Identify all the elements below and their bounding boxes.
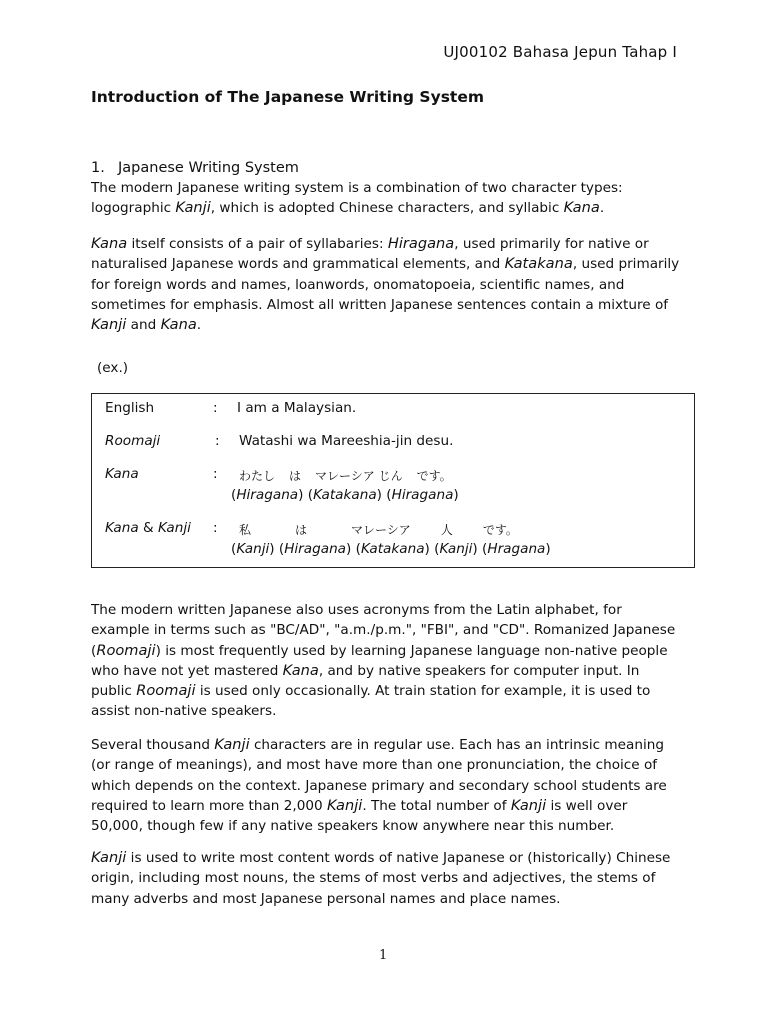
text-run: ) ( (269, 541, 285, 557)
jp-word: マレーシア (315, 469, 375, 483)
example-term: English (105, 400, 155, 416)
term-part: Kanji (157, 520, 191, 536)
jp-word: です。 (416, 469, 452, 483)
jp-word: 人 (440, 523, 453, 537)
page-number: 1 (379, 948, 388, 963)
text-run: ) ( (298, 487, 314, 503)
script-name: Hiragana (391, 487, 454, 503)
example-label: (ex.) (97, 360, 129, 376)
keyword-kana: Kana (563, 199, 600, 217)
text-run: The modern Japanese writing system is a combination of two character types: logographic (91, 180, 623, 217)
text-run: ) is most frequently used by learning Japanese language non-native people who have not yet mastered (91, 642, 668, 679)
script-name: Kanji (236, 541, 270, 557)
text-run: and (126, 317, 161, 334)
text-run: . (196, 317, 202, 334)
paragraph-intro (91, 178, 681, 219)
text-run: . (599, 200, 605, 217)
paragraph-kana (91, 234, 681, 335)
text-run: & (138, 520, 158, 536)
text-run: is used to write most content words of native Japanese or (historically) Chinese origin, including most nouns, the stems of most verbs and adjectives, the stems of many adverbs and most Japanese personal names and place names. (91, 850, 671, 907)
page-header-course: UJ00102 Bahasa Jepun Tahap I (443, 43, 677, 61)
jp-word: じん (378, 469, 403, 483)
jp-word: は (295, 523, 308, 537)
paragraph-kanji-usage (91, 848, 681, 909)
example-term: Kana (105, 466, 139, 482)
keyword-kanji: Kanji (214, 736, 250, 753)
example-colon: : (215, 433, 220, 449)
text-run: is well over 50,000, though few if any native speakers know anywhere near this number. (91, 797, 628, 835)
jp-word: わたし (239, 469, 276, 483)
text-run: is used only occasionally. At train station for example, it is used to assist non-native speakers. (91, 683, 651, 720)
paragraph-kanji-count (91, 735, 681, 836)
keyword-kanji: Kanji (91, 316, 127, 334)
example-scripts (231, 541, 551, 557)
section-title: Japanese Writing System (118, 160, 299, 176)
text-run: ) ( (472, 541, 488, 557)
jp-word: です。 (482, 523, 518, 537)
example-colon: : (213, 520, 218, 536)
text-run: , used primarily for foreign words and names, loanwords, onomatopoeia, scientific names, and sometimes for emphasis. Almost all written Japanese sentences contain a mixture of (91, 256, 680, 313)
keyword-kana: Kana (282, 661, 319, 679)
text-run: ) ( (376, 487, 392, 503)
keyword-roomaji: Roomaji (96, 641, 156, 659)
paragraph-acronyms (91, 600, 681, 722)
keyword-katakana: Katakana (504, 255, 573, 273)
text-run: The modern written Japanese also uses acronyms from the Latin alphabet, for example in terms such as "BC/AD", "a.m./p.m.", "FBI", and "CD". Romanized Japanese ( (91, 602, 676, 659)
jp-word: 私 (239, 523, 252, 537)
text-run: characters are in regular use. Each has an intrinsic meaning (or range of meanings), and most have more than one pronunciation, the choice of which depends on the context. Japanese primary and secondary school students are required to learn more than 2,000 (91, 737, 667, 814)
example-value: Watashi wa Mareeshia-jin desu. (239, 433, 454, 449)
text-run: , and by native speakers for computer input. In public (91, 662, 640, 700)
text-run: Several thousand (91, 737, 215, 753)
section-number: 1. (91, 160, 105, 176)
keyword-kanji: Kanji (327, 796, 363, 814)
text-run: ) ( (424, 541, 440, 557)
keyword-kanji: Kanji (91, 849, 127, 866)
example-value: I am a Malaysian. (237, 400, 357, 416)
text-run: , which is adopted Chinese characters, and syllabic (210, 200, 564, 217)
script-name: Katakana (313, 487, 377, 503)
text-run: ) (545, 541, 551, 557)
script-name: Hragana (487, 541, 546, 557)
text-run: itself consists of a pair of syllabaries: (127, 236, 388, 252)
script-name: Kanji (439, 541, 473, 557)
text-run: ( (231, 487, 237, 503)
keyword-kanji: Kanji (175, 199, 211, 217)
text-run: ) (453, 487, 459, 503)
example-scripts (231, 487, 459, 503)
text-run: , used primarily for native or naturalised Japanese words and grammatical elements, and (91, 236, 649, 273)
jp-word: は (289, 469, 302, 483)
keyword-kana: Kana (160, 316, 197, 334)
keyword-hiragana: Hiragana (387, 235, 455, 252)
keyword-kanji: Kanji (510, 796, 547, 814)
text-run: . The total number of (362, 797, 511, 814)
text-run: ) ( (346, 541, 361, 557)
example-japanese (239, 521, 518, 538)
example-colon: : (213, 400, 218, 416)
text-run: ( (231, 541, 237, 557)
example-term (105, 520, 215, 536)
keyword-kana: Kana (91, 235, 128, 252)
keyword-roomaji: Roomaji (136, 682, 196, 700)
script-name: Hiragana (236, 487, 299, 503)
example-japanese (239, 467, 452, 484)
document-title: Introduction of The Japanese Writing System (91, 88, 484, 106)
example-colon: : (213, 466, 218, 482)
term-part: Kana (105, 520, 139, 536)
example-box (91, 393, 695, 568)
jp-word: マレーシア (351, 523, 411, 537)
example-term: Roomaji (105, 433, 161, 449)
script-name: Katakana (360, 541, 425, 557)
section-heading (91, 160, 299, 176)
script-name: Hiragana (284, 541, 347, 557)
